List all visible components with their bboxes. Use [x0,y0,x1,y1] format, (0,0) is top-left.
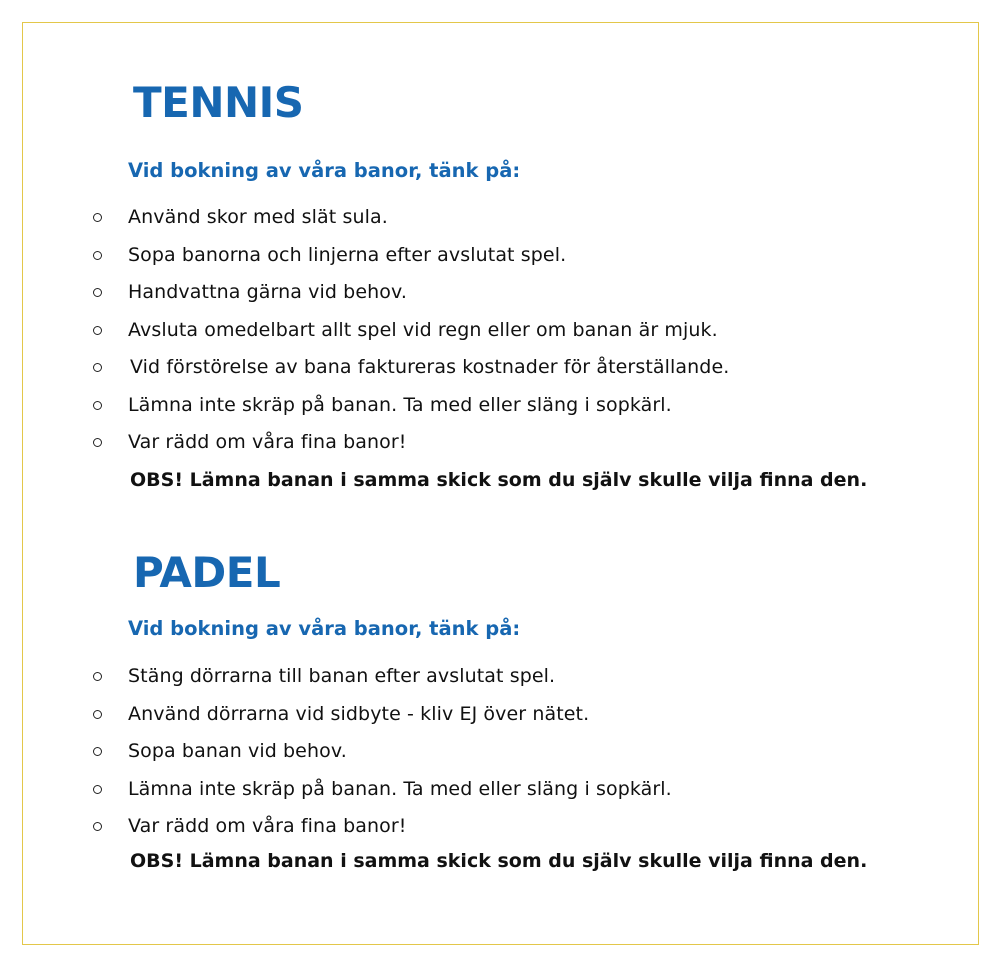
circle-bullet-icon [93,213,102,222]
circle-bullet-icon [93,747,102,756]
circle-bullet-icon [93,251,102,260]
circle-bullet-icon [93,288,102,297]
circle-bullet-icon [93,363,102,372]
circle-bullet-icon [93,710,102,719]
circle-bullet-icon [93,401,102,410]
padel-title: PADEL [133,548,281,597]
tennis-obs-note: OBS! Lämna banan i samma skick som du själv skulle vilja finna den. [130,469,868,491]
tennis-title: TENNIS [133,78,304,127]
circle-bullet-icon [93,672,102,681]
circle-bullet-icon [93,438,102,447]
tennis-subtitle: Vid bokning av våra banor, tänk på: [128,159,521,182]
circle-bullet-icon [93,822,102,831]
padel-obs-note: OBS! Lämna banan i samma skick som du själv skulle vilja finna den. [130,850,868,872]
circle-bullet-icon [93,326,102,335]
padel-subtitle: Vid bokning av våra banor, tänk på: [128,617,521,640]
circle-bullet-icon [93,785,102,794]
